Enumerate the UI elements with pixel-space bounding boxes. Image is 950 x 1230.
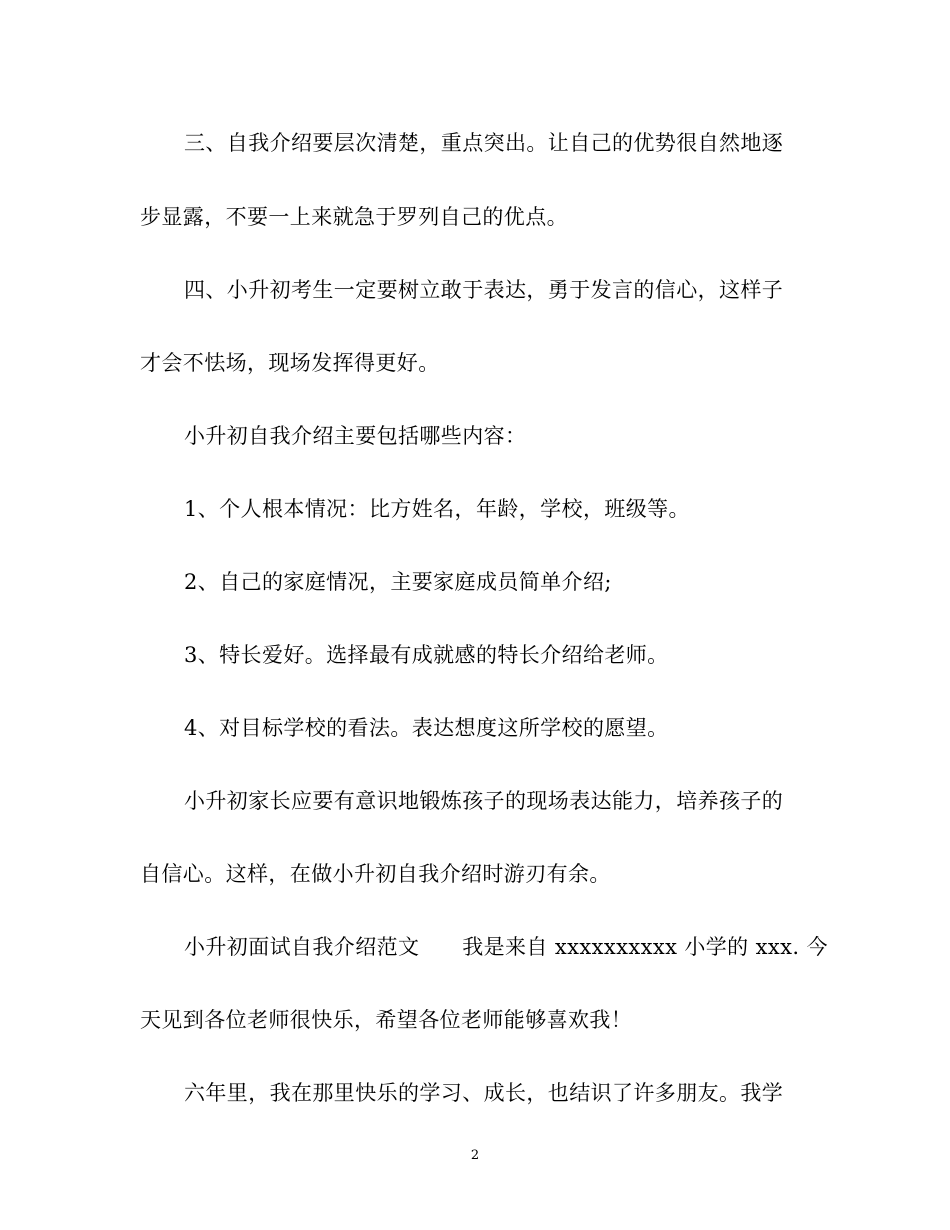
list-item: 4、对目标学校的看法。表达想度这所学校的愿望。 xyxy=(184,716,669,740)
paragraph-line: 小升初自我介绍主要包括哪些内容： xyxy=(184,424,527,448)
paragraph-line: 自信心。这样，在做小升初自我介绍时游刃有余。 xyxy=(140,862,611,886)
list-item: 1、个人根本情况：比方姓名，年龄，学校，班级等。 xyxy=(184,497,690,521)
paragraph-line: 天见到各位老师很快乐，希望各位老师能够喜欢我！ xyxy=(140,1008,633,1032)
paragraph-line: 六年里，我在那里快乐的学习、成长，也结识了许多朋友。我学 xyxy=(184,1081,784,1105)
paragraph-line: 四、小升初考生一定要树立敢于表达，勇于发言的信心，这样子 xyxy=(184,278,784,302)
list-item: 3、特长爱好。选择最有成就感的特长介绍给老师。 xyxy=(184,643,669,667)
paragraph-line: 小升初家长应要有意识地锻炼孩子的现场表达能力，培养孩子的 xyxy=(184,789,784,813)
paragraph-line: 小升初面试自我介绍范文 我是来自 xxxxxxxxxx 小学的 xxx. 今 xyxy=(184,935,828,959)
paragraph-line: 三、自我介绍要层次清楚，重点突出。让自己的优势很自然地逐 xyxy=(184,131,784,155)
page-number: 2 xyxy=(470,1148,480,1163)
paragraph-line: 步显露，不要一上来就急于罗列自己的优点。 xyxy=(140,205,568,229)
paragraph-line: 才会不怯场，现场发挥得更好。 xyxy=(140,351,440,375)
list-item: 2、自己的家庭情况，主要家庭成员简单介绍; xyxy=(184,570,612,594)
